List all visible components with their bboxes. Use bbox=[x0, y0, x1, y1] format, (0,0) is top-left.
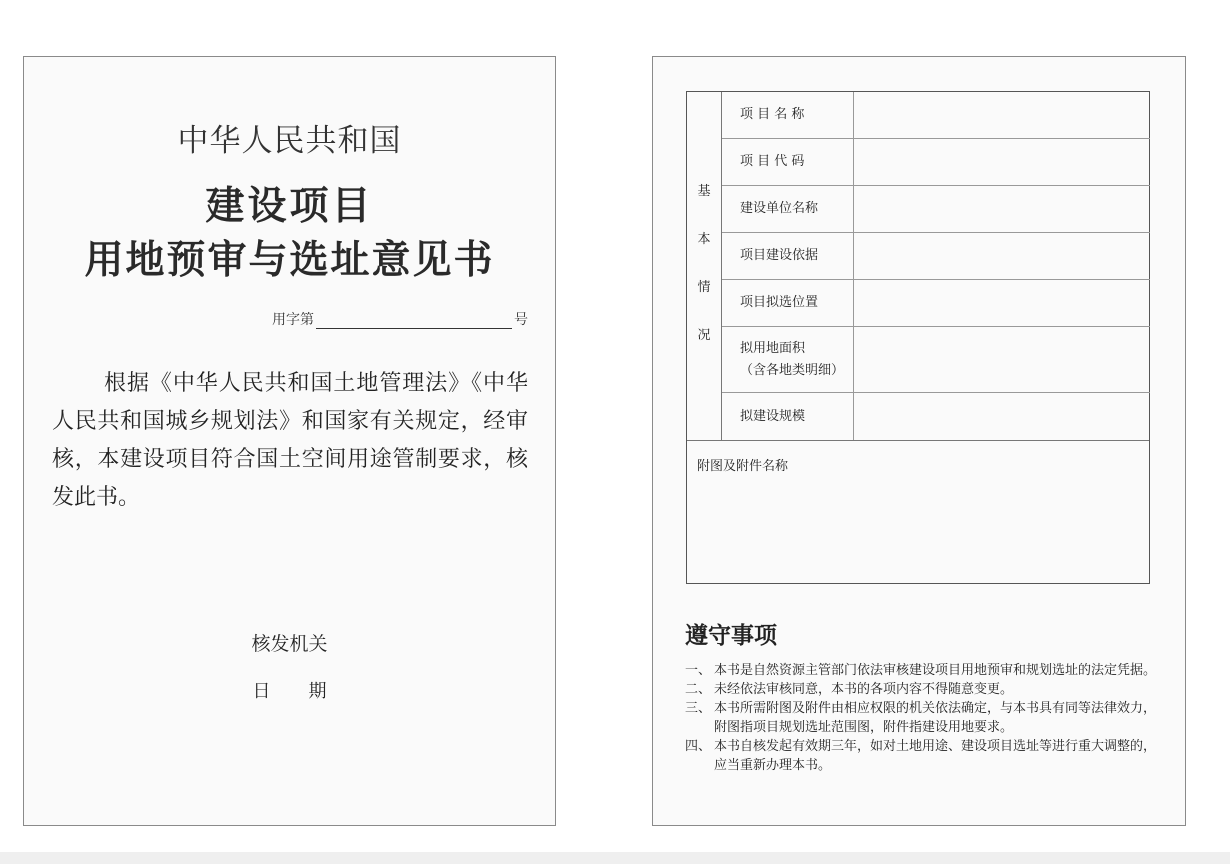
document-title-line1: 建设项目 bbox=[205, 184, 374, 229]
country-heading: 中华人民共和国 bbox=[177, 123, 402, 159]
table-row bbox=[722, 393, 1150, 440]
certificate-cover-page bbox=[23, 56, 556, 826]
rule-number: 一、 bbox=[685, 663, 712, 678]
row-label: 建设单位名称 bbox=[722, 186, 854, 232]
rule-text: 未经依法审核同意，本书的各项内容不得随意变更。 bbox=[714, 682, 1014, 697]
rules-heading: 遵守事项 bbox=[685, 623, 777, 649]
table-row bbox=[722, 139, 1150, 186]
row-value bbox=[854, 280, 1150, 326]
rule-text: 本书所需附图及附件由相应权限的机关依法确定，与本书具有同等法律效力，附图指项目规划选址范围图，附件指建设用地要求。 bbox=[714, 701, 1157, 735]
row-label: 项目拟选位置 bbox=[722, 280, 854, 326]
doc-number-prefix: 用字第 bbox=[272, 312, 314, 328]
certificate-details-page bbox=[652, 56, 1186, 826]
date-char-1: 日 bbox=[252, 681, 271, 702]
doc-number-suffix: 号 bbox=[514, 312, 528, 328]
issue-date-label bbox=[24, 677, 555, 703]
row-value bbox=[854, 186, 1150, 232]
row-label: 项 目 名 称 bbox=[722, 92, 854, 138]
document-title-line2: 用地预审与选址意见书 bbox=[84, 238, 495, 283]
rule-number: 二、 bbox=[685, 682, 712, 697]
table-row bbox=[722, 92, 1150, 139]
attachments-section bbox=[687, 440, 1149, 584]
rule-number: 四、 bbox=[685, 739, 712, 754]
rule-text: 本书是自然资源主管部门依法审核建设项目用地预审和规划选址的法定凭据。 bbox=[714, 663, 1157, 678]
rules-list bbox=[685, 661, 1161, 775]
row-value bbox=[854, 139, 1150, 185]
section-char: 基 bbox=[697, 184, 711, 199]
table-row bbox=[722, 233, 1150, 280]
section-char: 本 bbox=[697, 232, 711, 247]
basic-info-table bbox=[686, 91, 1150, 584]
row-value bbox=[854, 233, 1150, 279]
row-label: 项目建设依据 bbox=[722, 233, 854, 279]
table-row bbox=[722, 327, 1150, 393]
list-item bbox=[685, 699, 1161, 737]
table-row bbox=[722, 186, 1150, 233]
issuing-authority-label: 核发机关 bbox=[251, 633, 328, 655]
row-value bbox=[854, 327, 1150, 392]
rule-number: 三、 bbox=[685, 701, 712, 716]
row-label: 拟建设规模 bbox=[722, 393, 854, 440]
row-label: 拟用地面积 （含各地类明细） bbox=[722, 327, 854, 392]
list-item bbox=[685, 680, 1161, 699]
doc-number-blank bbox=[316, 314, 512, 329]
scan-bottom-edge bbox=[0, 852, 1230, 864]
section-char: 况 bbox=[697, 328, 711, 343]
section-char: 情 bbox=[697, 280, 711, 295]
basic-info-section-label bbox=[687, 92, 722, 440]
row-label: 项 目 代 码 bbox=[722, 139, 854, 185]
rule-text: 本书自核发起有效期三年，如对土地用途、建设项目选址等进行重大调整的，应当重新办理本书。 bbox=[714, 739, 1157, 773]
certificate-body-text: 根据《中华人民共和国土地管理法》《中华人民共和国城乡规划法》和国家有关规定，经审核，本建设项目符合国土空间用途管制要求，核发此书。 bbox=[52, 371, 528, 510]
table-row bbox=[722, 280, 1150, 327]
date-char-2: 期 bbox=[308, 681, 327, 702]
document-number bbox=[272, 309, 528, 329]
list-item bbox=[685, 737, 1161, 775]
attachments-label: 附图及附件名称 bbox=[697, 459, 789, 474]
list-item bbox=[685, 661, 1161, 680]
row-value bbox=[854, 393, 1150, 440]
row-value bbox=[854, 92, 1150, 138]
